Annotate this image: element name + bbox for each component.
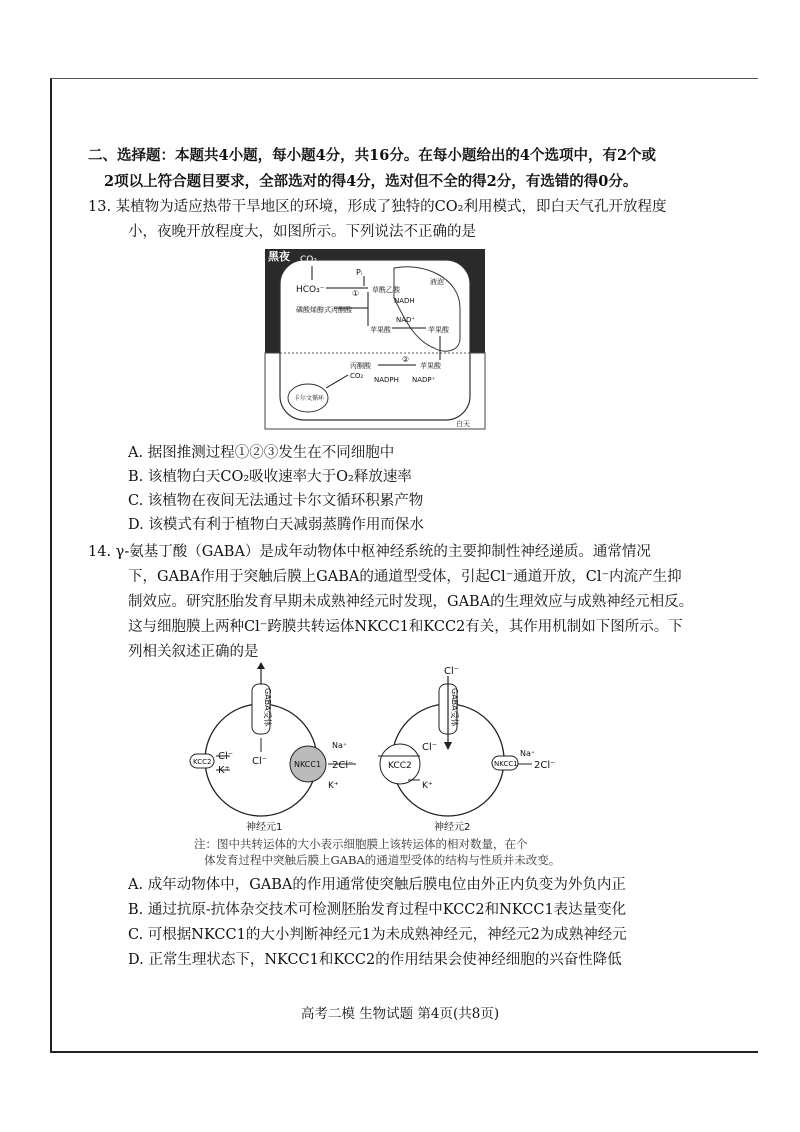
neuron2-label: 神经元2: [434, 822, 471, 833]
cl-left1-label: Cl⁻: [218, 751, 234, 762]
q13-option-c: C. 该植物在夜间无法通过卡尔文循环积累产物: [128, 493, 424, 509]
cl-in1-label: Cl⁻: [252, 756, 268, 767]
k-left1-label: K⁺: [218, 765, 230, 776]
q14-note-line1: 注：图中共转运体的大小表示细胞膜上该转运体的相对数量，在个: [194, 837, 528, 851]
pep-label: 磷酸烯醇式丙酮酸: [296, 306, 352, 314]
k2-label: K⁺: [422, 781, 433, 791]
q13-option-b: B. 该植物白天CO₂吸收速率大于O₂释放速率: [128, 469, 412, 485]
q14-option-a: A. 成年动物体中，GABA的作用通常使突触后膜电位由外正内负变为外负内正: [128, 877, 626, 893]
q14-neuron-diagram: [186, 660, 616, 838]
day-label: 白天: [456, 420, 470, 428]
q13-option-a: A. 据图推测过程①②③发生在不同细胞中: [128, 445, 395, 461]
nad-label: NAD⁺: [396, 316, 416, 324]
cl-top2-label: Cl⁻: [444, 666, 460, 677]
section-header-line2: 2项以上符合题目要求，全部选对的得4分，选对但不全的得2分，有选错的得0分。: [104, 173, 638, 190]
q14-stem-line2: 下，GABA作用于突触后膜上GABA的通道型受体，引起Cl⁻通道开放，Cl⁻内流产生抑: [128, 569, 682, 585]
nadp-label: NADP⁺: [412, 376, 436, 384]
q13-option-d: D. 该模式有利于植物白天减弱蒸腾作用而保水: [128, 517, 424, 533]
step1-label: ①: [352, 289, 360, 298]
k1-label: K⁺: [328, 781, 339, 791]
q13-cam-diagram: [264, 248, 486, 430]
kcc2-big-label: KCC2: [388, 761, 412, 771]
night-label: 黑夜: [268, 250, 290, 263]
q13-stem-line1: 13. 某植物为适应热带干旱地区的环境，形成了独特的CO₂利用模式，即白天气孔开放程度: [88, 199, 667, 215]
calvin-label: 卡尔文循环: [294, 395, 325, 402]
co2-bottom-label: CO₂: [350, 372, 364, 380]
neuron1-label: 神经元1: [246, 822, 283, 833]
two-cl1-label: 2Cl⁻: [332, 760, 354, 771]
malate3-label: 苹果酸: [420, 362, 441, 370]
gaba1-arrowhead: [257, 662, 265, 669]
pyruvate2-label: 丙酮酸: [350, 362, 371, 370]
na1-label: Na⁺: [332, 741, 348, 750]
vacuole-label: 液泡: [430, 278, 444, 286]
malate2-label: 苹果酸: [428, 326, 449, 334]
nkcc1-big-label: NKCC1: [294, 760, 322, 769]
oaa-label: 草酰乙酸: [372, 286, 400, 294]
q14-stem-line5: 列相关叙述正确的是: [128, 644, 259, 660]
na2-label: Na⁺: [520, 749, 536, 758]
page-footer: 高考二模 生物试题 第4页(共8页): [300, 1006, 500, 1022]
gaba-receptor1-label: GABA受体: [263, 688, 272, 727]
two-cl2-label: 2Cl⁻: [534, 760, 556, 771]
q13-stem-line2: 小，夜晚开放程度大，如图所示。下列说法不正确的是: [128, 224, 476, 240]
q14-stem-line4: 这与细胞膜上两种Cl⁻跨膜共转运体NKCC1和KCC2有关，其作用机制如下图所示。下: [128, 619, 683, 635]
q14-stem-line1: 14. γ-氨基丁酸（GABA）是成年动物体中枢神经系统的主要抑制性神经递质。通常情况: [88, 544, 651, 560]
cl-left2-label: Cl⁻: [422, 742, 438, 753]
nkcc1-small-label: NKCC1: [494, 760, 518, 768]
pi-label: Pᵢ: [356, 268, 363, 277]
kcc2-small-label: KCC2: [193, 758, 212, 766]
malate1-label: 苹果酸: [370, 326, 391, 334]
q14-stem-line3: 制效应。研究胚胎发育早期未成熟神经元时发现，GABA的生理效应与成熟神经元相反。: [128, 594, 694, 610]
nadh-label: NADH: [394, 297, 415, 305]
q14-note-line2: 体发育过程中突触后膜上GABA的通道型受体的结构与性质并未改变。: [204, 853, 561, 867]
gaba-receptor2-label: GABA受体: [450, 688, 459, 727]
q14-option-b: B. 通过抗原-抗体杂交技术可检测胚胎发育过程中KCC2和NKCC1表达量变化: [128, 902, 627, 918]
nadph-label: NADPH: [374, 376, 399, 384]
step2-label: ②: [402, 355, 410, 364]
co2-top-label: CO₂: [300, 255, 317, 265]
q14-option-d: D. 正常生理状态下，NKCC1和KCC2的作用结果会使神经细胞的兴奋性降低: [128, 952, 622, 968]
q14-option-c: C. 可根据NKCC1的大小判断神经元1为未成熟神经元，神经元2为成熟神经元: [128, 927, 627, 943]
section-header-line1: 二、选择题：本题共4小题，每小题4分，共16分。在每小题给出的4个选项中，有2个或: [88, 147, 657, 164]
hco3-label: HCO₃⁻: [296, 285, 325, 295]
